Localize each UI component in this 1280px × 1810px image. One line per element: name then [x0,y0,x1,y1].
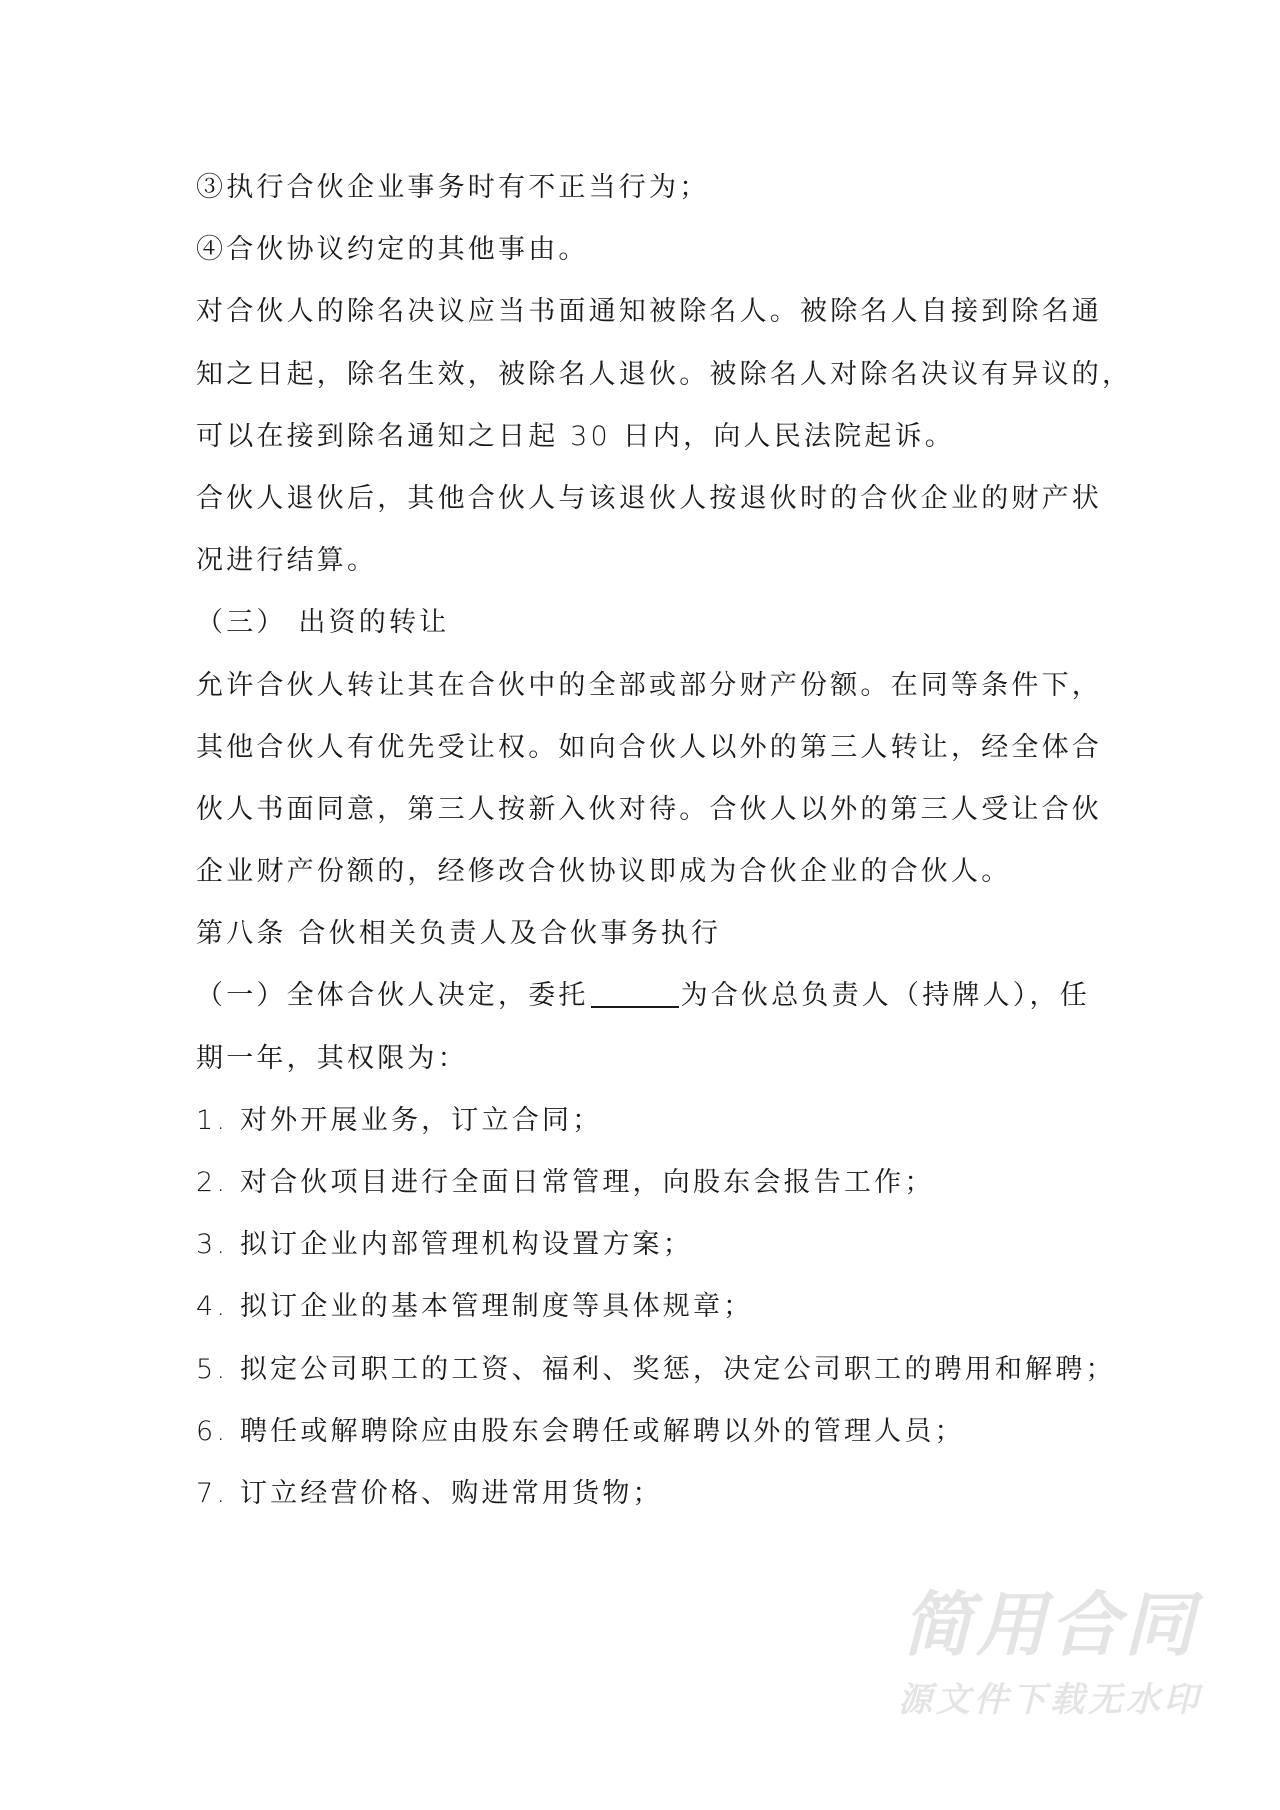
paragraph-line: 其他合伙人有优先受让权。如向合伙人以外的第三人转让，经全体合 [196,731,1102,763]
paragraph-line: 企业财产份额的，经修改合伙协议即成为合伙企业的合伙人。 [196,856,1012,888]
watermark-title: 简用合同 [902,1584,1198,1666]
watermark [880,1585,1220,1723]
list-item-6: 6. 聘任或解聘除应由股东会聘任或解聘以外的管理人员； [196,1415,965,1447]
list-item-other-reasons: ④合伙协议约定的其他事由。 [196,234,589,266]
paragraph-line: 况进行结算。 [196,545,378,577]
watermark-subtitle: 源文件下载无水印 [898,1680,1202,1720]
section-heading-capital-transfer: （三） 出资的转让 [196,607,450,639]
appointment-text-after: 为合伙总负责人（持牌人），任 [680,980,1090,1012]
paragraph-line: 允许合伙人转让其在合伙中的全部或部分财产份额。在同等条件下， [196,669,1102,701]
paragraph-line: 知之日起，除名生效，被除名人退伙。被除名人对除名决议有异议的， [196,358,1133,390]
list-item-misconduct: ③执行合伙企业事务时有不正当行为； [196,172,710,203]
paragraph-line: 期一年，其权限为： [196,1042,468,1074]
appointee-blank-field[interactable] [591,976,679,1008]
list-item-1: 1. 对外开展业务，订立合同； [196,1104,603,1136]
paragraph-line: 可以在接到除名通知之日起 30 日内，向人民法院起诉。 [196,420,955,452]
list-item-2: 2. 对合伙项目进行全面日常管理，向股东会报告工作； [196,1167,935,1198]
list-item-3: 3. 拟订企业内部管理机构设置方案； [196,1229,693,1261]
document-body [196,168,1133,1536]
article-heading-8: 第八条 合伙相关负责人及合伙事务执行 [196,918,722,950]
appointment-line [196,976,1096,1038]
list-item-7: 7. 订立经营价格、购进常用货物； [196,1477,663,1509]
list-item-4: 4. 拟订企业的基本管理制度等具体规章； [196,1291,754,1323]
list-item-5: 5. 拟定公司职工的工资、福利、奖惩，决定公司职工的聘用和解聘； [196,1353,1116,1385]
paragraph-line: 伙人书面同意，第三人按新入伙对待。合伙人以外的第三人受让合伙 [196,793,1102,825]
appointment-text-before: （一）全体合伙人决定，委托 [196,980,589,1012]
paragraph-line: 对合伙人的除名决议应当书面通知被除名人。被除名人自接到除名通 [196,296,1102,328]
paragraph-line: 合伙人退伙后，其他合伙人与该退伙人按退伙时的合伙企业的财产状 [196,482,1102,514]
